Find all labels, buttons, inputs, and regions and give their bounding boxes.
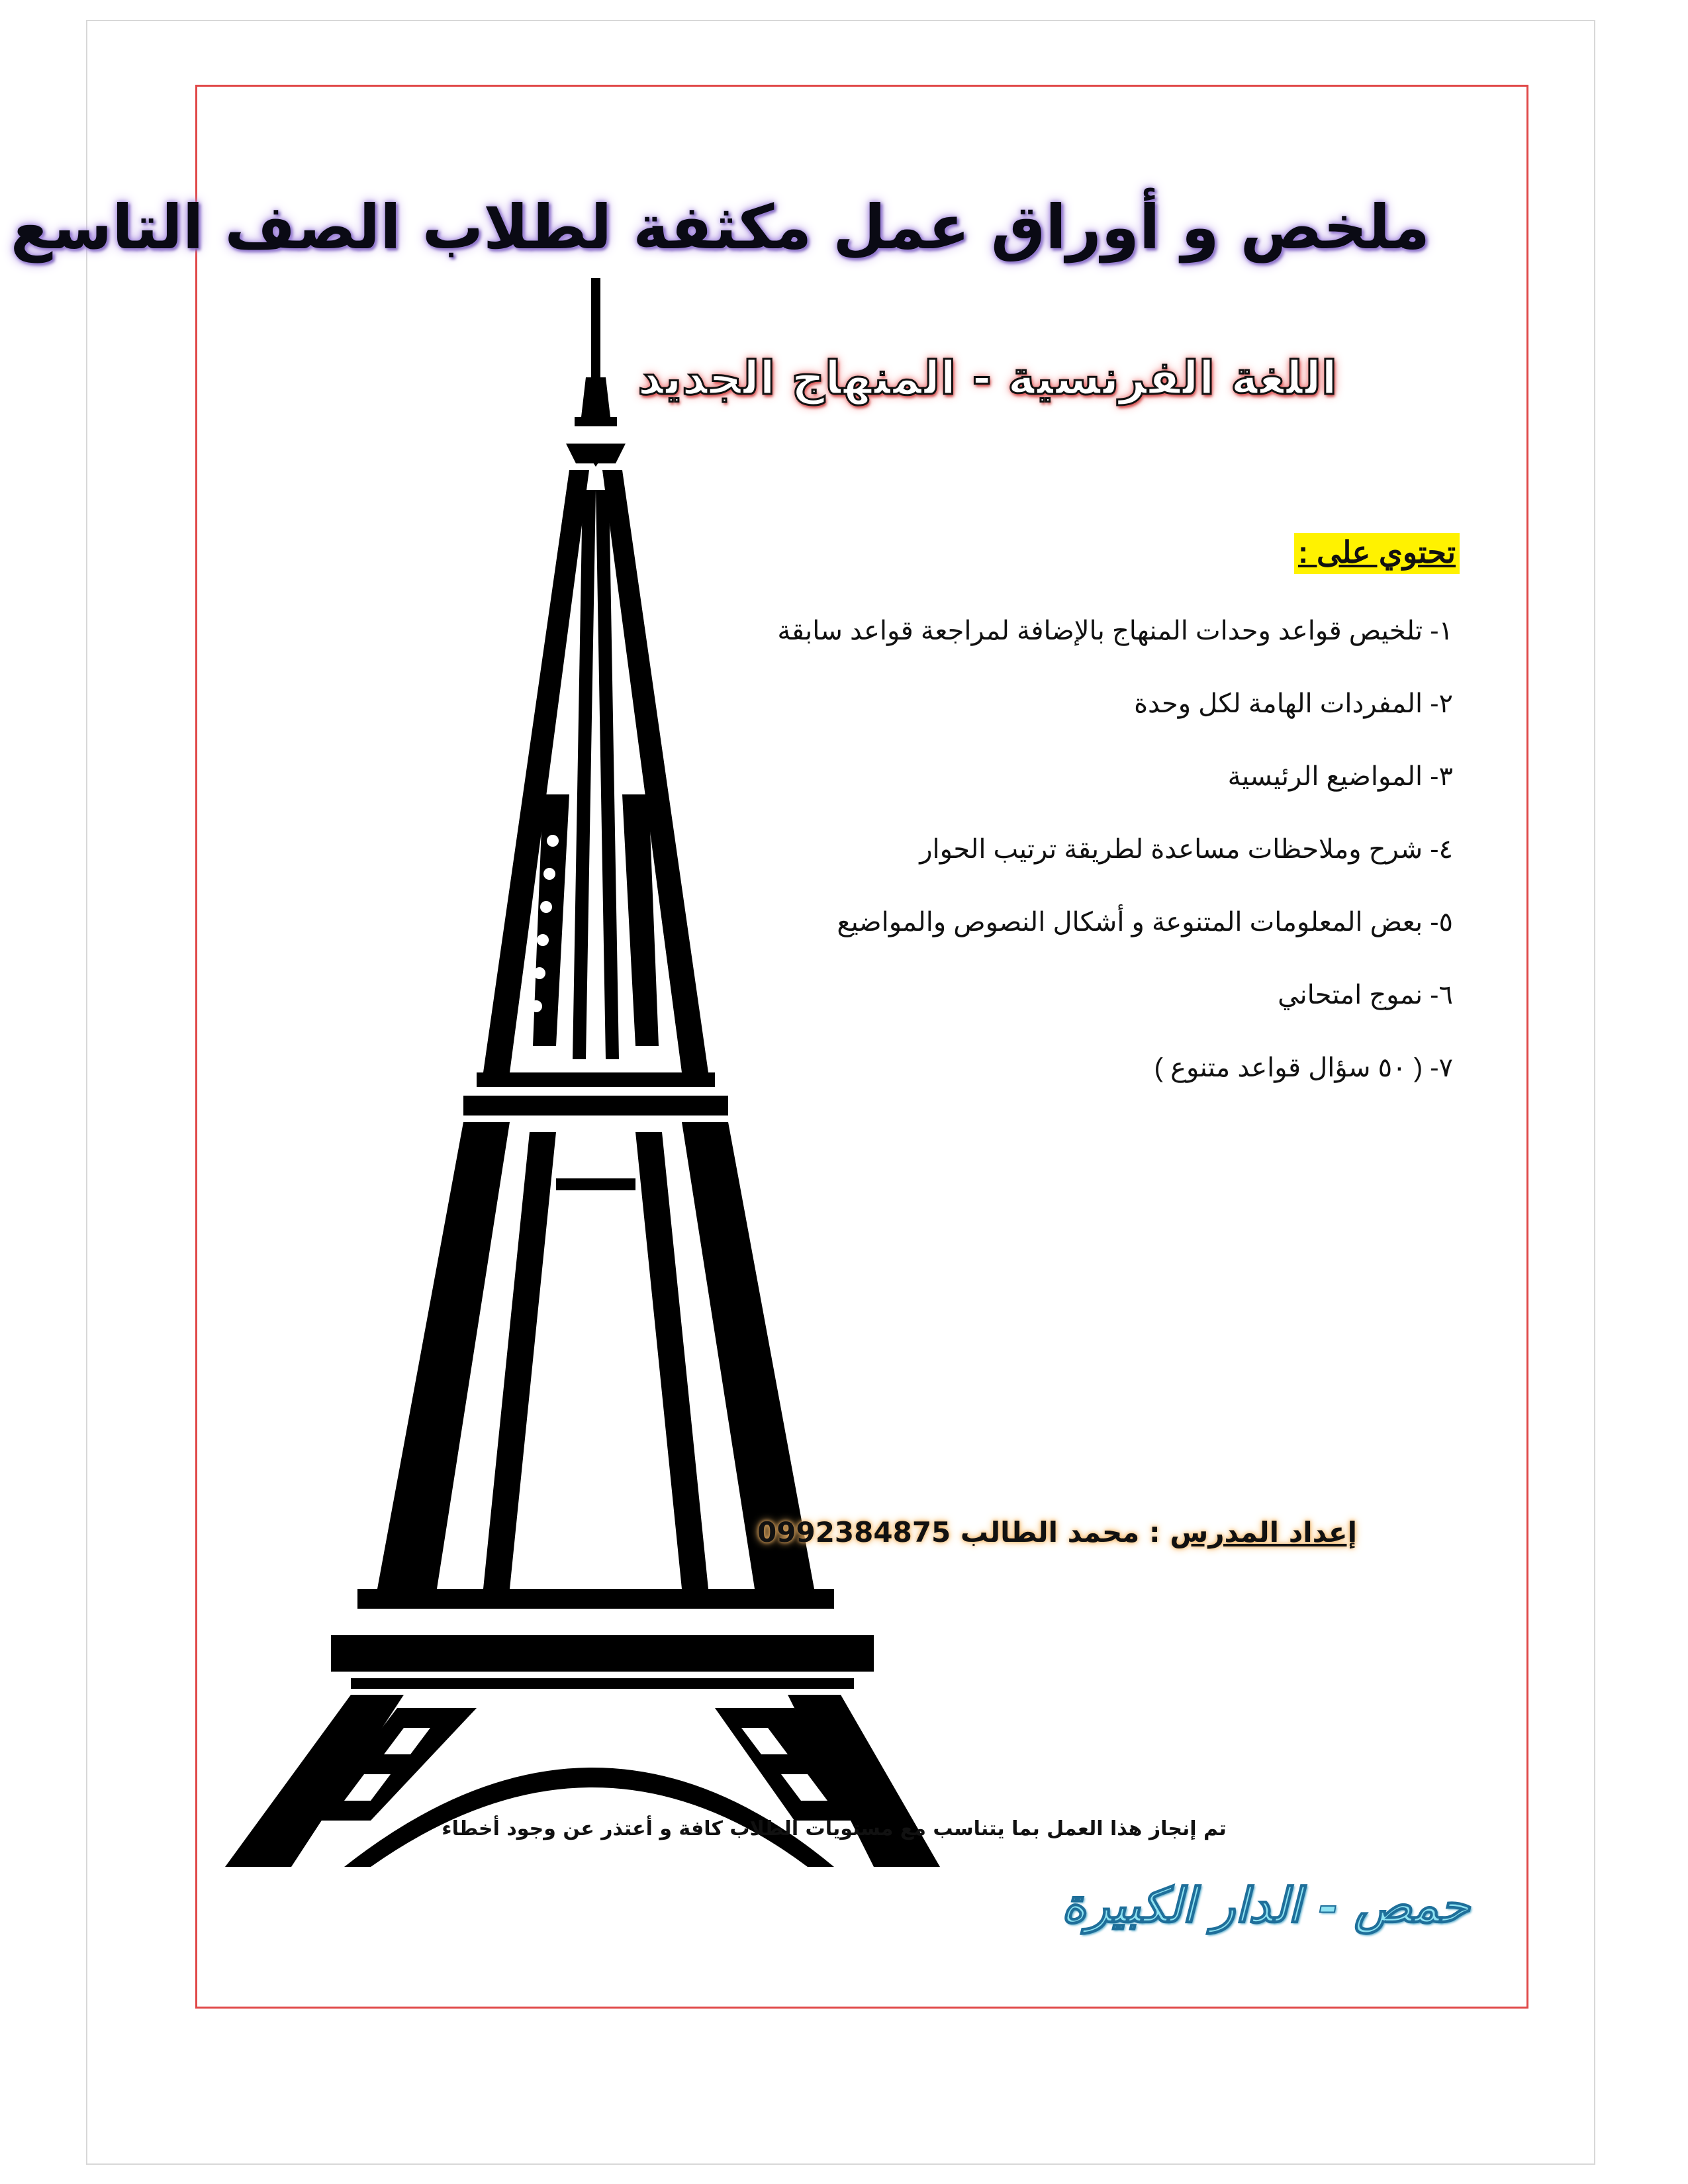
- contents-item: ٣- المواضيع الرئيسية: [1227, 762, 1453, 791]
- author-phone: 0992384875: [757, 1516, 951, 1548]
- contents-list: [626, 612, 1453, 1122]
- author-name: محمد الطالب: [960, 1516, 1140, 1548]
- document-subtitle: اللغة الفرنسية - المنهاج الجديد: [637, 351, 1337, 405]
- contents-item: ١- تلخيص قواعد وحدات المنهاج بالإضافة لمراجعة قواعد سابقة: [777, 616, 1453, 645]
- contents-item: ٧- ( ٥٠ سؤال قواعد متنوع ): [1154, 1053, 1453, 1082]
- contents-item: ٤- شرح وملاحظات مساعدة لطريقة ترتيب الحوار: [919, 835, 1453, 864]
- document-title: ملخص و أوراق عمل مكثفة لطلاب الصف التاسع: [10, 192, 1430, 263]
- contents-item: ٢- المفردات الهامة لكل وحدة: [1134, 689, 1453, 718]
- author-label: إعداد المدرس: [1170, 1516, 1357, 1548]
- contents-heading: تحتوي على :: [1294, 533, 1460, 574]
- contents-item: ٦- نموج امتحاني: [1278, 980, 1453, 1010]
- author-line: [757, 1516, 1357, 1548]
- contents-item: ٥- بعض المعلومات المتنوعة و أشكال النصوص والمواضيع: [837, 908, 1453, 937]
- author-separator: :: [1139, 1516, 1170, 1548]
- footer-note: تم إنجاز هذا العمل بما يتناسب مع مستويات الطلاب كافة و أعتذر عن وجود أخطاء: [442, 1817, 1227, 1840]
- location-signature: حمص - الدار الكبيرة: [1061, 1877, 1470, 1933]
